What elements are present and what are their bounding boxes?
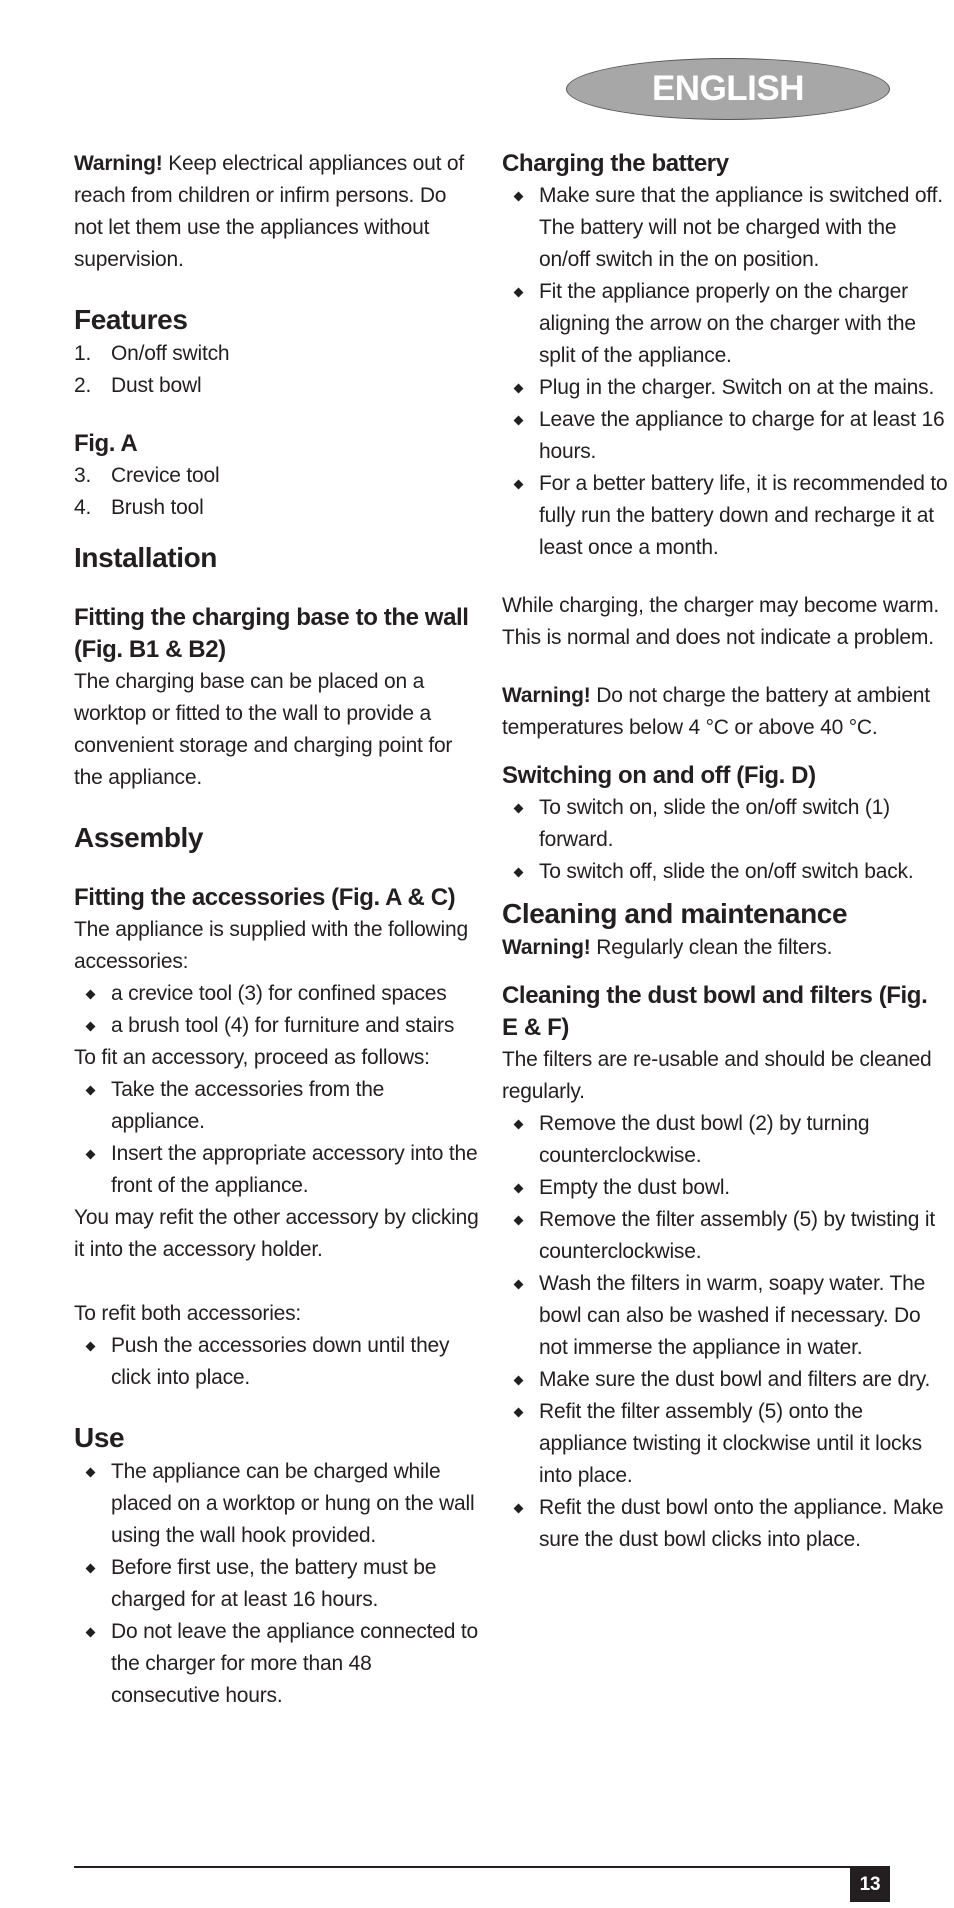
footer-divider (74, 1866, 890, 1868)
item-text: Before first use, the battery must be charged for at least 16 hours. (111, 1556, 437, 1611)
warning-label: Warning! (502, 684, 591, 707)
bullet-icon (502, 180, 539, 276)
list-item (502, 1364, 948, 1396)
warning-label: Warning! (74, 152, 163, 175)
item-text: Refit the dust bowl onto the appliance. Make sure the dust bowl clicks into place. (539, 1496, 944, 1551)
cleaning-intro: The filters are re-usable and should be cleaned regularly. (502, 1048, 932, 1103)
item-text: The appliance can be charged while placed on a worktop or hung on the wall using the wall hook provided. (111, 1460, 475, 1547)
warning-intro (74, 148, 479, 276)
bullet-icon (74, 1074, 111, 1138)
fig-a-heading: Fig. A (74, 430, 138, 457)
cleaning-list (502, 1108, 948, 1556)
item-text: Make sure the dust bowl and filters are dry. (539, 1368, 931, 1391)
switching-heading: Switching on and off (Fig. D) (502, 762, 816, 789)
charging-list (502, 180, 948, 564)
list-item (502, 404, 948, 468)
charging-warning (502, 680, 948, 744)
list-item (74, 1616, 479, 1712)
item-text: Wash the filters in warm, soapy water. The bowl can also be washed if necessary. Do not immerse the appliance in water. (539, 1272, 926, 1359)
item-text: To switch off, slide the on/off switch back. (539, 860, 914, 883)
use-list (74, 1456, 479, 1712)
bullet-icon (502, 1204, 539, 1268)
warning-text: Do not charge the battery at ambient temperatures below 4 °C or above 40 °C. (502, 684, 930, 739)
item-text: Do not leave the appliance connected to the charger for more than 48 consecutive hours. (111, 1620, 478, 1707)
list-item (74, 460, 479, 492)
installation-text: The charging base can be placed on a worktop or fitted to the wall to provide a convenient storage and charging point for the appliance. (74, 670, 453, 789)
list-item (74, 1010, 479, 1042)
bullet-icon (74, 1616, 111, 1712)
item-text: Push the accessories down until they click into place. (111, 1334, 450, 1389)
cleaning-subheading: Cleaning the dust bowl and filters (Fig. E & F) (502, 982, 928, 1041)
assembly-subheading: Fitting the accessories (Fig. A & C) (74, 884, 456, 911)
features-list (74, 338, 479, 402)
item-text: Take the accessories from the appliance. (111, 1078, 385, 1133)
left-column (74, 148, 479, 1712)
list-item (74, 370, 479, 402)
assembly-heading: Assembly (74, 822, 204, 853)
list-item (502, 372, 948, 404)
bullet-icon (502, 1364, 539, 1396)
cleaning-heading: Cleaning and maintenance (502, 898, 848, 929)
list-item (502, 792, 948, 856)
item-text: a brush tool (4) for furniture and stairs (111, 1014, 455, 1037)
item-text: Remove the dust bowl (2) by turning counterclockwise. (539, 1112, 870, 1167)
item-number: 4. (74, 496, 92, 519)
refit-both-intro: To refit both accessories: (74, 1302, 302, 1325)
bullet-icon (74, 1010, 111, 1042)
bullet-icon (74, 1552, 111, 1616)
right-column (502, 148, 948, 1556)
list-item (502, 1396, 948, 1492)
item-number: 1. (74, 342, 92, 365)
language-badge: ENGLISH (566, 58, 890, 120)
item-text: Refit the filter assembly (5) onto the appliance twisting it clockwise until it locks into place. (539, 1400, 922, 1487)
item-text: Leave the appliance to charge for at least 16 hours. (539, 408, 945, 463)
warning-text: Regularly clean the filters. (590, 936, 833, 959)
item-text: Empty the dust bowl. (539, 1176, 730, 1199)
list-item (502, 1172, 948, 1204)
cleaning-warning (502, 932, 948, 964)
fig-a-list (74, 460, 479, 524)
bullet-icon (502, 856, 539, 888)
item-number: 2. (74, 374, 92, 397)
bullet-icon (502, 1268, 539, 1364)
bullet-icon (502, 372, 539, 404)
refit-note: You may refit the other accessory by clicking it into the accessory holder. (74, 1206, 479, 1261)
warning-label: Warning! (502, 936, 591, 959)
item-number: 3. (74, 464, 92, 487)
accessories-list (74, 978, 479, 1042)
list-item (502, 180, 948, 276)
bullet-icon (74, 1138, 111, 1202)
item-text: Dust bowl (111, 374, 202, 397)
list-item (74, 1138, 479, 1202)
item-text: Brush tool (111, 496, 204, 519)
item-text: To switch on, slide the on/off switch (1) forward. (539, 796, 890, 851)
bullet-icon (502, 276, 539, 372)
item-text: a crevice tool (3) for confined spaces (111, 982, 447, 1005)
list-item (74, 1456, 479, 1552)
warning-text: Keep electrical appliances out of reach from children or infirm persons. Do not let them use the appliances without supervision. (74, 152, 465, 271)
list-item (502, 856, 948, 888)
fit-steps-list (74, 1074, 479, 1202)
bullet-icon (502, 792, 539, 856)
bullet-icon (502, 1396, 539, 1492)
list-item (74, 1330, 479, 1394)
switching-list (502, 792, 948, 888)
bullet-icon (502, 1492, 539, 1556)
assembly-intro: The appliance is supplied with the following accessories: (74, 918, 468, 973)
bullet-icon (74, 1456, 111, 1552)
list-item (74, 978, 479, 1010)
item-text: Insert the appropriate accessory into the front of the appliance. (111, 1142, 478, 1197)
charging-heading: Charging the battery (502, 150, 729, 177)
item-text: Remove the filter assembly (5) by twisting it counterclockwise. (539, 1208, 935, 1263)
installation-heading: Installation (74, 542, 217, 573)
item-text: Fit the appliance properly on the charger aligning the arrow on the charger with the split of the appliance. (539, 280, 916, 367)
item-text: On/off switch (111, 342, 230, 365)
list-item (502, 276, 948, 372)
refit-both-list (74, 1330, 479, 1394)
list-item (74, 1074, 479, 1138)
bullet-icon (502, 1172, 539, 1204)
list-item (502, 1204, 948, 1268)
bullet-icon (74, 1330, 111, 1394)
charging-note: While charging, the charger may become warm. This is normal and does not indicate a problem. (502, 594, 940, 649)
bullet-icon (502, 1108, 539, 1172)
page-number: 13 (850, 1868, 890, 1902)
item-text: Crevice tool (111, 464, 220, 487)
list-item (502, 1492, 948, 1556)
bullet-icon (502, 468, 539, 564)
use-heading: Use (74, 1422, 125, 1453)
list-item (502, 1268, 948, 1364)
list-item (502, 468, 948, 564)
installation-subheading: Fitting the charging base to the wall (Fig. B1 & B2) (74, 604, 469, 663)
bullet-icon (502, 404, 539, 468)
list-item (502, 1108, 948, 1172)
features-heading: Features (74, 304, 188, 335)
list-item (74, 1552, 479, 1616)
item-text: Plug in the charger. Switch on at the mains. (539, 376, 935, 399)
item-text: For a better battery life, it is recommended to fully run the battery down and recharge it at least once a month. (539, 472, 948, 559)
list-item (74, 492, 479, 524)
list-item (74, 338, 479, 370)
item-text: Make sure that the appliance is switched off. The battery will not be charged with the on/off switch in the on position. (539, 184, 943, 271)
bullet-icon (74, 978, 111, 1010)
fit-intro: To fit an accessory, proceed as follows: (74, 1046, 430, 1069)
